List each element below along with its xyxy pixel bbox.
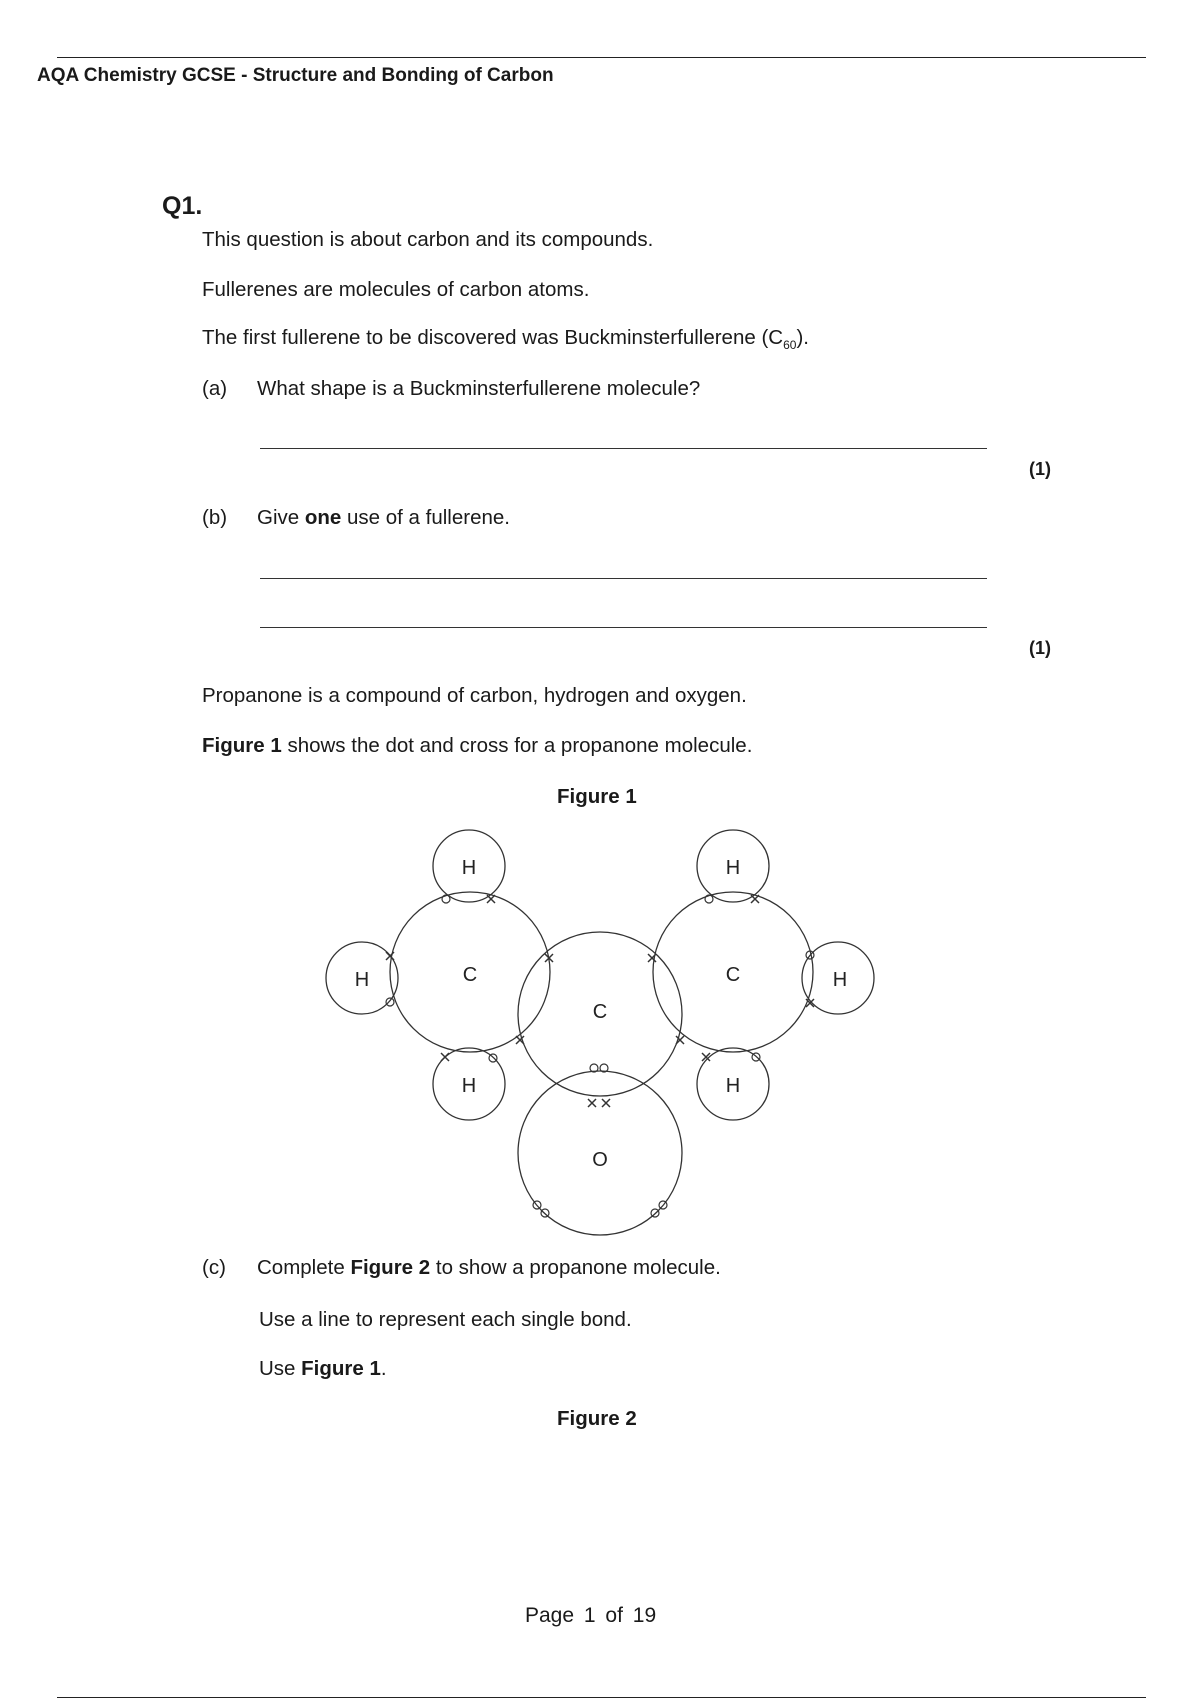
of-word: of — [605, 1604, 623, 1627]
part-c-question — [257, 1255, 721, 1281]
figure-2-drawing-area[interactable] — [260, 1440, 987, 1580]
intro-text-end: ). — [796, 326, 809, 349]
part-a-marks: (1) — [1029, 459, 1051, 479]
footer-rule — [57, 1697, 1146, 1698]
part-a-question: What shape is a Buckminsterfullerene molecule? — [257, 377, 701, 400]
intro-line-2: Fullerenes are molecules of carbon atoms. — [202, 278, 590, 301]
instruction-2-end: . — [380, 1357, 387, 1380]
intro-text: The first fullerene to be discovered was Buckminsterfullerene (C — [202, 326, 784, 349]
page-word: Page — [525, 1604, 575, 1627]
intro-line-1: This question is about carbon and its compounds. — [202, 228, 654, 251]
figure1-ref: Figure 1 — [202, 734, 282, 757]
hydrogen-left-label: H — [354, 969, 370, 991]
carbon-middle-label: C — [592, 1001, 608, 1023]
hydrogen-bottom-left-label: H — [461, 1075, 477, 1097]
hydrogen-top-left-label: H — [461, 857, 477, 879]
propanone-line-2-text: shows the dot and cross for a propanone molecule. — [281, 734, 753, 757]
part-b-marks: (1) — [1029, 638, 1051, 658]
figure1-ref-2: Figure 1 — [301, 1357, 381, 1380]
part-c-label: (c) — [202, 1256, 226, 1279]
carbon-left-label: C — [462, 964, 478, 986]
part-b-bold: one — [304, 506, 342, 529]
part-c-text-end: to show a propanone molecule. — [430, 1256, 721, 1279]
page-total: 19 — [632, 1604, 657, 1627]
oxygen-label: O — [592, 1149, 608, 1171]
document-title: AQA Chemistry GCSE - Structure and Bonding of Carbon — [37, 65, 554, 86]
subscript-60: 60 — [783, 338, 797, 353]
question-number: Q1. — [162, 192, 203, 220]
part-c-instruction-2 — [259, 1356, 387, 1382]
part-c-instruction-1: Use a line to represent each single bond. — [259, 1308, 632, 1331]
hydrogen-top-right-label: H — [725, 857, 741, 879]
page-number: 1 — [583, 1604, 596, 1627]
propanone-line-1: Propanone is a compound of carbon, hydrogen and oxygen. — [202, 684, 747, 707]
page-footer — [525, 1604, 660, 1628]
part-b-text: Give — [257, 506, 305, 529]
instruction-2-text: Use — [259, 1357, 302, 1380]
hydrogen-right-label: H — [832, 969, 848, 991]
figure-2-caption: Figure 2 — [557, 1407, 637, 1430]
figure2-ref: Figure 2 — [350, 1256, 431, 1279]
hydrogen-bottom-right-label: H — [725, 1075, 741, 1097]
part-c-text: Complete — [257, 1256, 351, 1279]
figure-1-caption: Figure 1 — [557, 785, 637, 808]
part-b-text-end: use of a fullerene. — [341, 506, 510, 529]
carbon-right-label: C — [725, 964, 741, 986]
part-a-label: (a) — [202, 377, 228, 400]
part-b-label: (b) — [202, 506, 228, 529]
